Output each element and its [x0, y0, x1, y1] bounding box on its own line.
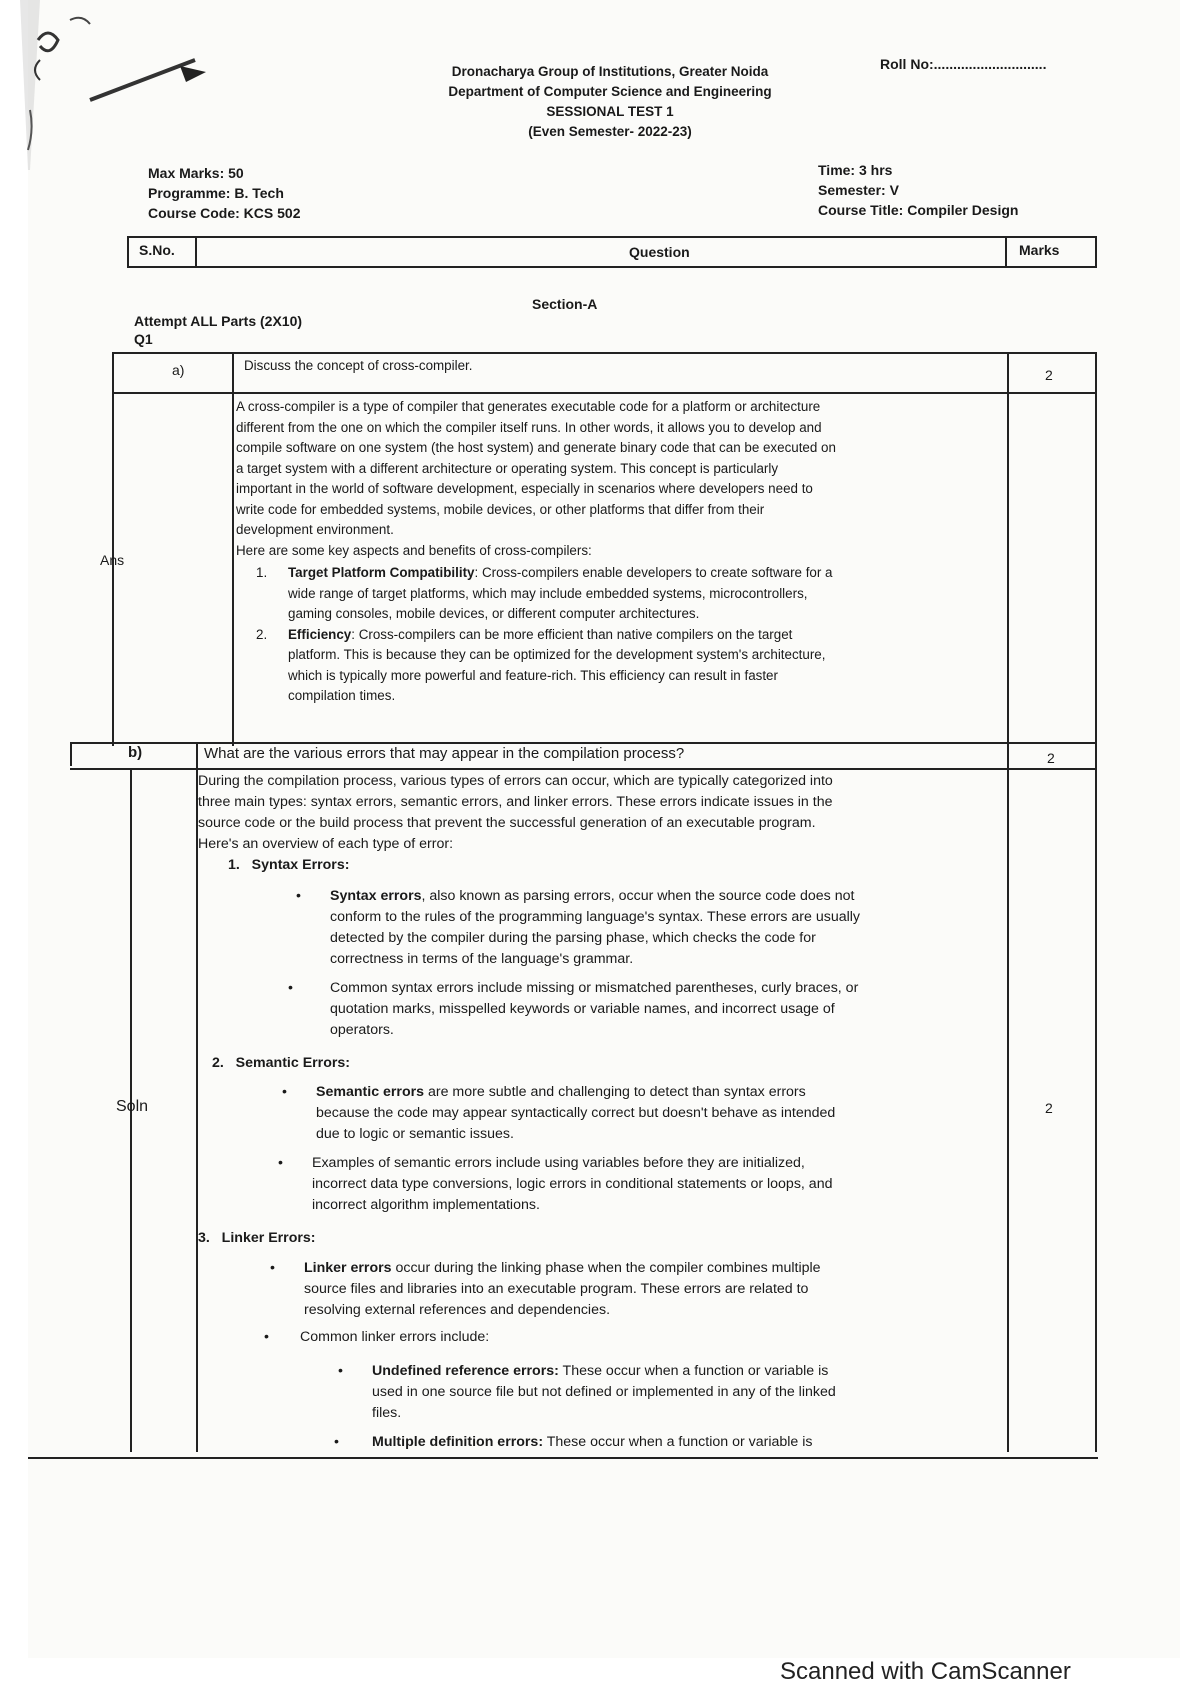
part-a-marks: 2 — [1045, 367, 1053, 383]
meta-left — [148, 163, 300, 223]
syntax-bullets — [288, 886, 1006, 1041]
exam-header — [360, 62, 860, 142]
list-item: • Syntax errors, also known as parsing errors, occur when the source code does not conform to the rules of the programming language's syntax. These errors are usually detected by the compiler during the parsing phase, which checks the code for correctness in terms of the language's grammar. — [296, 888, 861, 967]
table-header-row — [127, 236, 1097, 268]
semantic-heading: 2. Semantic Errors: — [212, 1055, 351, 1071]
syntax-heading: 1. Syntax Errors: — [228, 857, 350, 873]
list-item: 1. Target Platform Compatibility: Cross-compilers enable developers to create software for a wide range of target platforms, which may include embedded systems, microcontrollers, gaming consoles, mobile devices, or different computer architectures. — [256, 565, 833, 621]
test-name: SESSIONAL TEST 1 — [546, 104, 674, 119]
part-a-answer: A cross-compiler is a type of compiler that generates executable code for a platform or architecture different from the one on which the compiler itself runs. In other words, it allows you to develop and compile software on one system (the host system) and generate binary code that can be executed on a target system with a different architecture or operating system. This concept is particularly important in the world of software development, especially in scenarios where developers need to write code for embedded systems, mobile devices, or other platforms that differ from their development environment. Here are some key aspects and benefits of cross-compilers: — [236, 399, 836, 558]
scanner-watermark: Scanned with CamScanner — [780, 1658, 1071, 1685]
part-b-label: b) — [128, 744, 143, 761]
list-item: • Examples of semantic errors include using variables before they are initialized, incorrect data type conversions, logic errors in conditional statements or loops, and incorrect algorithm implementations. — [278, 1155, 833, 1213]
question-header: Question — [629, 244, 690, 260]
semester-period: (Even Semester- 2022-23) — [528, 124, 692, 139]
programme: Programme: B. Tech — [148, 185, 284, 201]
linker-heading: 3. Linker Errors: — [198, 1230, 316, 1246]
soln-marks: 2 — [1045, 1100, 1053, 1116]
semantic-bullets — [278, 1082, 1006, 1216]
course-title: Course Title: Compiler Design — [818, 202, 1019, 218]
attempt-instruction: Attempt ALL Parts (2X10) Q1 — [134, 313, 303, 347]
time: Time: 3 hrs — [818, 162, 893, 178]
question-number: Q1 — [134, 331, 153, 347]
list-item: • Common linker errors include: — [264, 1329, 490, 1345]
part-a-question: Discuss the concept of cross-compiler. — [244, 358, 473, 373]
semester: Semester: V — [818, 182, 899, 198]
institution-name: Dronacharya Group of Institutions, Greater Noida — [451, 64, 769, 79]
list-item: • Linker errors occur during the linking phase when the compiler combines multiple source files and libraries into an executable program. These errors are related to resolving external references and dependencies. — [270, 1260, 821, 1318]
part-a-label: a) — [172, 362, 185, 378]
part-b-question: What are the various errors that may appear in the compilation process? — [204, 745, 685, 762]
section-title: Section-A — [532, 296, 598, 312]
course-code: Course Code: KCS 502 — [148, 205, 301, 221]
meta-right — [818, 160, 1018, 220]
sno-header: S.No. — [129, 238, 197, 266]
department-name: Department of Computer Science and Engineering — [448, 84, 772, 99]
ans-label: Ans — [100, 552, 125, 568]
pen-marks-graphic — [0, 0, 260, 170]
list-item: • Multiple definition errors: These occur when a function or variable is — [334, 1434, 813, 1450]
list-item: • Semantic errors are more subtle and challenging to detect than syntax errors because the code may appear syntactically correct but doesn't behave as intended due to logic or semantic issues. — [282, 1084, 836, 1142]
marks-header: Marks — [1005, 238, 1095, 266]
list-item: • Undefined reference errors: These occur when a function or variable is used in one source file but not defined or implemented in any of the linked files. — [338, 1363, 836, 1421]
list-item: 2. Efficiency: Cross-compilers can be more efficient than native compilers on the target platform. This is because they can be optimized for the development system's architecture, which is typically more powerful and feature-rich. This efficiency can result in faster compilation times. — [256, 626, 826, 703]
linker-bullets — [264, 1258, 1006, 1348]
part-a-list — [256, 563, 996, 707]
max-marks: Max Marks: 50 — [148, 165, 244, 181]
soln-label: Soln — [116, 1098, 149, 1115]
roll-number: Roll No:............................. — [880, 56, 1047, 72]
linker-sub-bullets — [334, 1361, 1006, 1453]
part-b-marks: 2 — [1047, 750, 1055, 766]
part-b-intro: During the compilation process, various types of errors can occur, which are typically categorized into three main types: syntax errors, semantic errors, and linker errors. These errors indicate issues in the source code or the build process that prevent the successful generation of an executable program. Here's an overview of each type of error: — [198, 773, 833, 852]
list-item: • Common syntax errors include missing or mismatched parentheses, curly braces, or quotation marks, misspelled keywords or variable names, and incorrect usage of operators. — [288, 980, 859, 1038]
